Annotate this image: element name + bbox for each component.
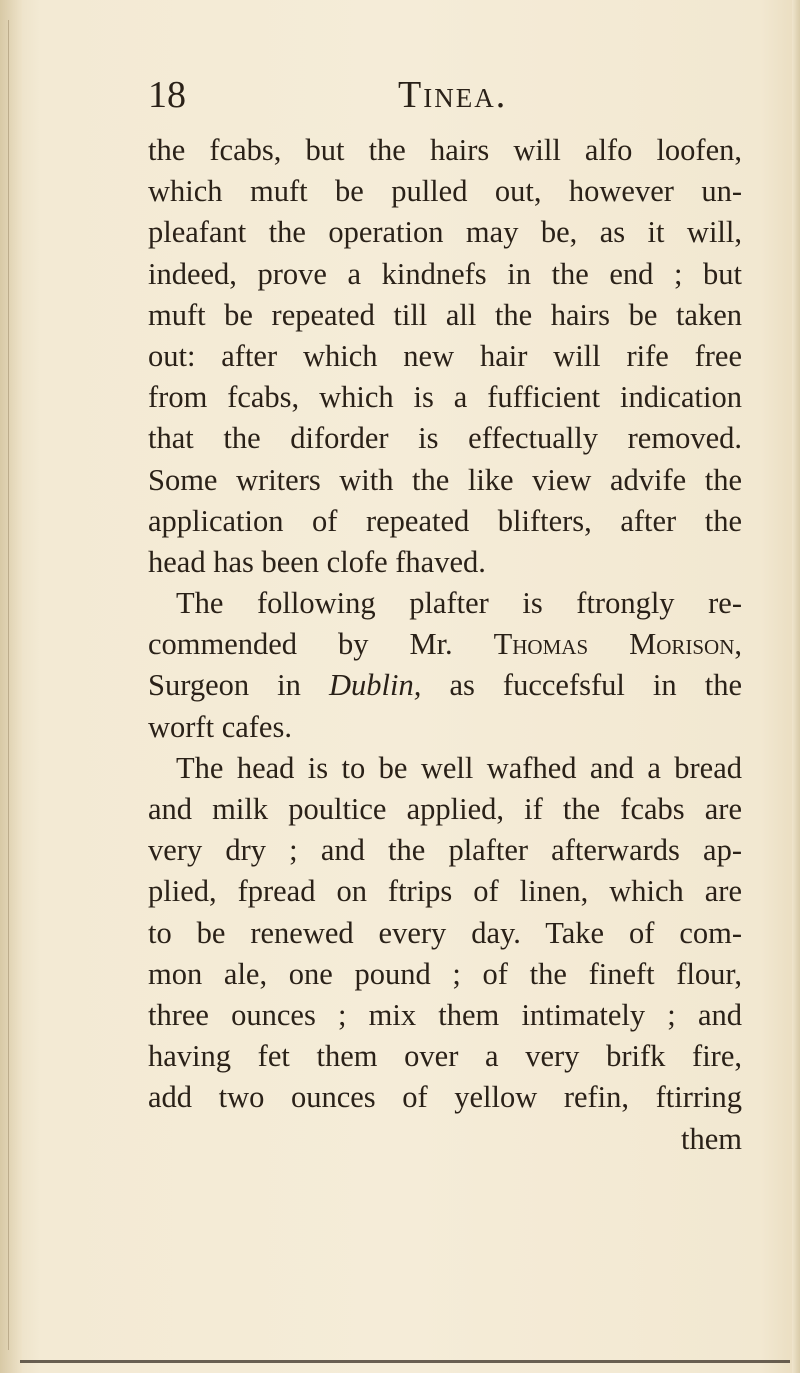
text-fragment: Surgeon in [148, 668, 301, 703]
text-line: and milk poultice applied, if the fcabs are [148, 792, 742, 826]
running-title: Tinea. [398, 74, 508, 116]
page-bottom-edge [20, 1360, 790, 1363]
text-line: muft be repeated till all the hairs be taken [148, 297, 742, 332]
text-line: indeed, prove a kindnefs in the end ; but [148, 256, 742, 291]
text-line: which muft be pulled out, however un- [148, 174, 742, 209]
text-line: add two ounces of yellow refin, ftirring [148, 1080, 742, 1115]
text-line: Some writers with the like view advife the [148, 462, 742, 497]
text-line: the fcabs, but the hairs will alfo loofen, [148, 133, 742, 167]
text-line: The head is to be well wafhed and a bread [176, 750, 742, 785]
text-line: very dry ; and the plafter afterwards ap- [148, 833, 742, 868]
person-name: Thomas Morison, [493, 627, 742, 662]
text-line-with-place [148, 665, 742, 706]
text-fragment: commended by Mr. [148, 627, 453, 662]
text-line: three ounces ; mix them intimately ; and [148, 997, 742, 1032]
place-name: Dublin, [329, 668, 422, 703]
text-line: head has been clofe fhaved. [148, 544, 486, 579]
page-gutter [0, 0, 22, 1373]
text-line: mon ale, one pound ; of the fineft flour, [148, 956, 742, 991]
text-line: application of repeated blifters, after the [148, 503, 742, 538]
text-line: The following plafter is ftrongly re- [176, 586, 742, 621]
text-line-with-name [148, 624, 742, 665]
text-line: from fcabs, which is a fufficient indication [148, 380, 742, 415]
text-line: to be renewed every day. Take of com- [148, 915, 742, 950]
catchword: them [681, 1121, 742, 1156]
text-line: that the diforder is effectually removed. [148, 421, 742, 456]
text-line: plied, fpread on ftrips of linen, which are [148, 874, 742, 909]
text-line: having fet them over a very brifk fire, [148, 1039, 742, 1074]
page-right-edge [792, 0, 800, 1373]
text-line: pleafant the operation may be, as it will, [148, 215, 742, 250]
text-line: worft cafes. [148, 709, 292, 744]
body-text [148, 130, 742, 1160]
page-number: 18 [148, 74, 186, 116]
text-line: out: after which new hair will rife free [148, 338, 742, 373]
page-header [0, 70, 800, 120]
text-fragment: as fuccefsful in the [449, 668, 742, 703]
